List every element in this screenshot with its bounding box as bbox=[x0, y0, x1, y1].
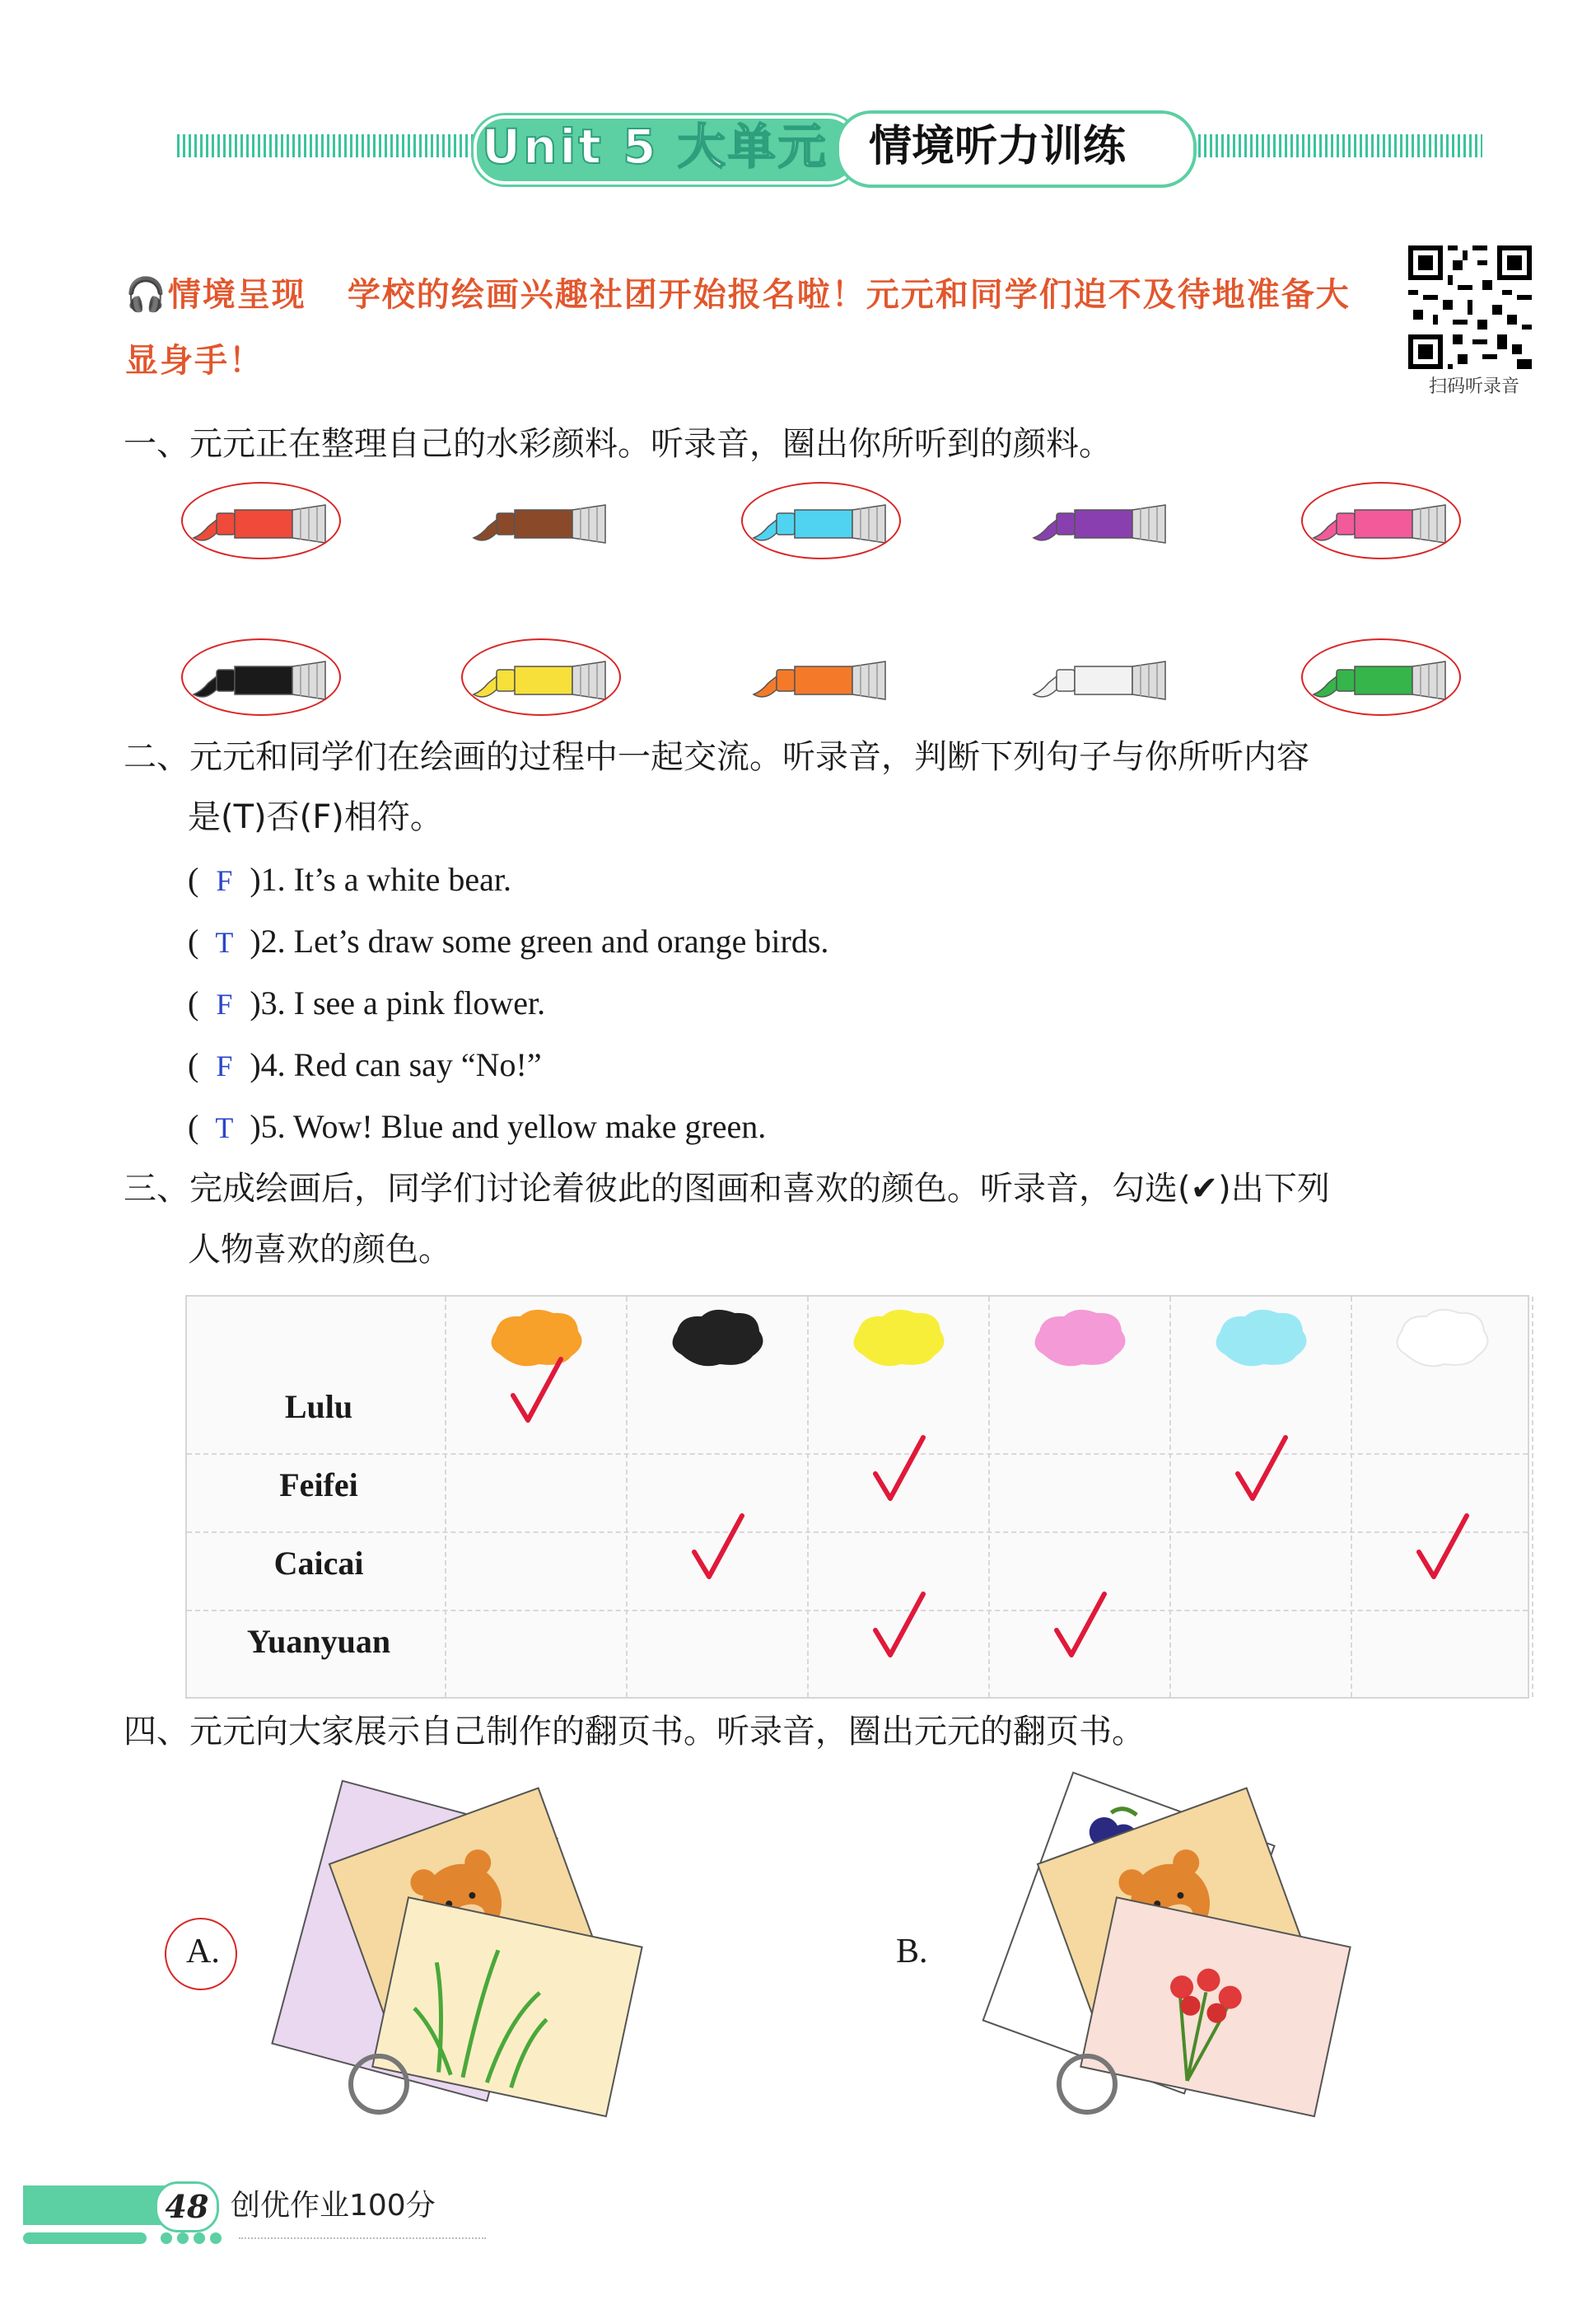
paint-tube-icon[interactable] bbox=[1025, 655, 1174, 704]
statement-text: )2. Let’s draw some green and orange birds. bbox=[250, 923, 829, 960]
answer-circle bbox=[1301, 482, 1461, 559]
paren-open: ( bbox=[188, 923, 199, 960]
color-swatch bbox=[1208, 1309, 1315, 1375]
section2-instruction-line2: 是(T)否(F)相符。 bbox=[188, 798, 443, 836]
footer-dot bbox=[194, 2232, 205, 2244]
statement-item bbox=[188, 979, 545, 1029]
qr-label: 扫码听录音 bbox=[1428, 376, 1519, 397]
table-row-name: Lulu bbox=[284, 1388, 353, 1425]
footer-dot bbox=[177, 2232, 189, 2244]
table-divider bbox=[1532, 1297, 1533, 1697]
answer-circle bbox=[741, 482, 901, 559]
book-title: 创优作业100分 bbox=[231, 2189, 436, 2223]
color-swatch bbox=[665, 1309, 772, 1375]
paint-tube-icon[interactable] bbox=[465, 498, 614, 548]
scene-description: 学校的绘画兴趣社团开始报名啦！元元和同学们迫不及待地准备大显身手！ bbox=[125, 275, 1351, 380]
statement-text: )3. I see a pink flower. bbox=[250, 984, 546, 1021]
answer-input[interactable]: F bbox=[216, 1049, 233, 1082]
checkmark-icon[interactable] bbox=[1052, 1589, 1109, 1663]
paren-open: ( bbox=[188, 861, 199, 898]
answer-input[interactable]: F bbox=[216, 864, 233, 897]
table-divider bbox=[1169, 1297, 1171, 1697]
paren-open: ( bbox=[188, 1108, 199, 1145]
footer-dot bbox=[210, 2232, 222, 2244]
table-row-name: Feifei bbox=[279, 1466, 358, 1503]
header-hatch-right bbox=[1198, 134, 1482, 157]
table-divider bbox=[807, 1297, 809, 1697]
table-row-name: Yuanyuan bbox=[246, 1623, 391, 1660]
color-swatch bbox=[1027, 1309, 1134, 1375]
section3-instruction-line1: 三、完成绘画后，同学们讨论着彼此的图画和喜欢的颜色。听录音，勾选(✔)出下列 bbox=[124, 1170, 1330, 1208]
statement-text: )5. Wow! Blue and yellow make green. bbox=[250, 1108, 767, 1145]
section3-instruction-line2: 人物喜欢的颜色。 bbox=[188, 1231, 451, 1269]
color-preference-table bbox=[185, 1295, 1529, 1699]
checkmark-icon[interactable] bbox=[870, 1433, 928, 1507]
page-number: 48 bbox=[155, 2181, 219, 2232]
page-title: 情境听力训练 bbox=[869, 122, 1127, 171]
answer-circle bbox=[461, 638, 621, 716]
answer-input[interactable]: F bbox=[216, 988, 233, 1021]
checkmark-icon[interactable] bbox=[689, 1511, 747, 1585]
checkmark-icon[interactable] bbox=[1233, 1433, 1290, 1507]
paint-tube-icon[interactable] bbox=[745, 655, 894, 704]
paren-open: ( bbox=[188, 984, 199, 1021]
scene-tag: 🎧情境呈现 bbox=[125, 276, 306, 314]
statement-text: )4. Red can say “No!” bbox=[250, 1046, 542, 1083]
statement-text: )1. It’s a white bear. bbox=[250, 861, 512, 898]
paren-open: ( bbox=[188, 1046, 199, 1083]
flip-book-b[interactable] bbox=[972, 1771, 1400, 2134]
section4-instruction: 四、元元向大家展示自己制作的翻页书。听录音，圈出元元的翻页书。 bbox=[124, 1713, 1145, 1751]
answer-circle bbox=[1301, 638, 1461, 716]
qr-code-icon[interactable] bbox=[1408, 245, 1532, 369]
answer-input[interactable]: T bbox=[215, 926, 234, 959]
answer-input[interactable]: T bbox=[215, 1111, 234, 1144]
paint-tube-icon[interactable] bbox=[1025, 498, 1174, 548]
statement-item bbox=[188, 1102, 766, 1152]
table-divider bbox=[626, 1297, 628, 1697]
checkmark-icon[interactable] bbox=[870, 1589, 928, 1663]
statement-item bbox=[188, 1040, 542, 1091]
table-divider bbox=[187, 1531, 1528, 1533]
table-divider bbox=[1351, 1297, 1352, 1697]
section1-instruction: 一、元元正在整理自己的水彩颜料。听录音，圈出你所听到的颜料。 bbox=[124, 425, 1112, 463]
statement-item bbox=[188, 855, 511, 905]
table-row-name: Caicai bbox=[273, 1545, 364, 1582]
table-divider bbox=[187, 1453, 1528, 1455]
footer-line bbox=[23, 2232, 147, 2244]
header-hatch-left bbox=[177, 134, 474, 157]
checkmark-icon[interactable] bbox=[1414, 1511, 1472, 1585]
table-divider bbox=[187, 1610, 1528, 1611]
checkmark-icon[interactable] bbox=[508, 1354, 566, 1428]
option-b-label[interactable]: B. bbox=[896, 1933, 928, 1970]
option-a-label[interactable]: A. bbox=[186, 1933, 220, 1970]
unit-label: Unit 5 大单元 bbox=[482, 119, 828, 175]
table-divider bbox=[988, 1297, 990, 1697]
color-swatch bbox=[1389, 1309, 1496, 1375]
footer-divider bbox=[239, 2237, 486, 2239]
headphone-icon: 🎧 bbox=[125, 276, 168, 314]
color-swatch bbox=[846, 1309, 953, 1375]
statement-item bbox=[188, 917, 828, 967]
footer-dot bbox=[161, 2232, 172, 2244]
section2-instruction-line1: 二、元元和同学们在绘画的过程中一起交流。听录音，判断下列句子与你所听内容 bbox=[124, 738, 1309, 776]
answer-circle bbox=[181, 638, 341, 716]
answer-circle bbox=[181, 482, 341, 559]
flip-book-a[interactable] bbox=[264, 1771, 692, 2134]
scene-text bbox=[125, 262, 1360, 394]
